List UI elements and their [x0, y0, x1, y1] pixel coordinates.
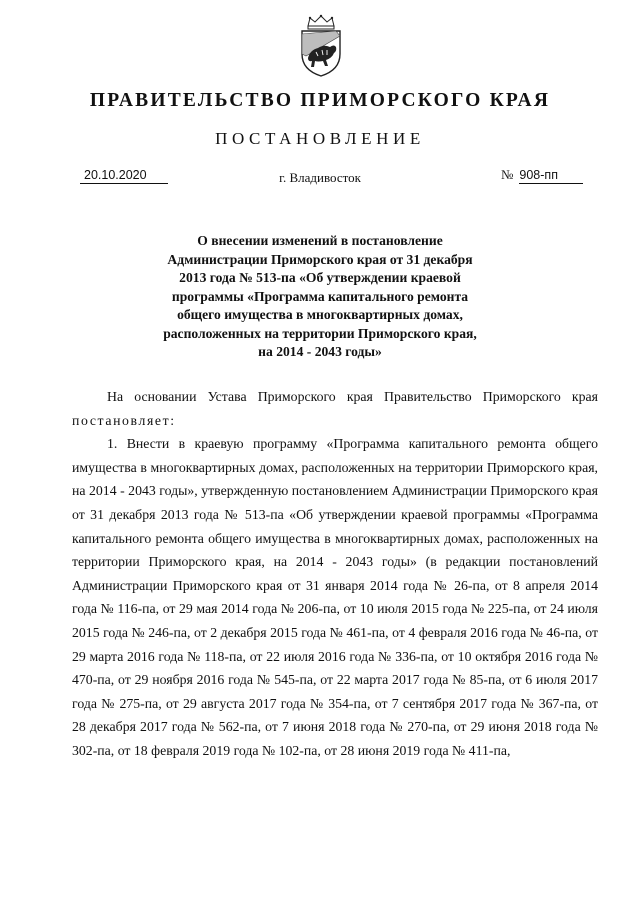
document-heading	[110, 232, 530, 362]
heading-line: О внесении изменений в постановление	[197, 233, 443, 248]
government-title: ПРАВИТЕЛЬСТВО ПРИМОРСКОГО КРАЯ	[89, 90, 551, 111]
document-number: 908-пп	[519, 168, 583, 184]
number-sign: №	[501, 167, 514, 182]
intro-spaced-word: постановляет:	[72, 412, 176, 428]
document-number-block	[501, 167, 583, 184]
coat-of-arms-icon	[296, 14, 346, 78]
heading-line: на 2014 - 2043 годы»	[258, 344, 382, 359]
heading-line: общего имущества в многоквартирных домах,	[177, 307, 463, 322]
heading-line: программы «Программа капитального ремонта	[171, 288, 469, 304]
item-1-paragraph: 1. Внести в краевую программу «Программа капитального ремонта общего имущества в многоквартирных домах, расположенных на территории Приморского края, на 2014 - 2043 годы», утвержденную постановлением Администрации Приморского края от 31 декабря 2013 года № 513-па «Об утверждении краевой программы «Программа капитального ремонта общего имущества в многоквартирных домах, расположенных на территории Приморского края, на 2014 - 2043 годы» (в редакции постановлений Администрации Приморского края от 31 января 2014 года № 26-па, от 8 апреля 2014 года № 116-па, от 29 мая 2014 года № 206-па, от 10 июля 2015 года № 225-па, от 24 июля 2015 года № 246-па, от 2 декабря 2015 года № 461-па, от 4 февраля 2016 года № 46-па, от 29 марта 2016 года № 118-па, от 22 июля 2016 года № 336-па, от 10 октября 2016 года № 470-па, от 29 ноября 2016 года № 545-па, от 22 марта 2017 года № 85-па, от 6 июля 2017 года № 275-па, от 29 августа 2017 года № 354-па, от 7 сентября 2017 года № 367-па, от 28 декабря 2017 года № 562-па, от 7 июня 2018 года № 270-па, от 29 июня 2018 года № 302-па, от 18 февраля 2019 года № 102-па, от 28 июня 2019 года № 411-па,	[72, 436, 598, 758]
intro-paragraph	[72, 385, 598, 432]
document-date: 20.10.2020	[80, 168, 168, 184]
intro-text: На основании Устава Приморского края Правительство Приморского края	[107, 389, 598, 404]
document-body	[72, 385, 598, 763]
document-city: г. Владивосток	[279, 170, 361, 185]
heading-line: 2013 года № 513-па «Об утверждении краевой	[179, 270, 461, 285]
heading-line: Администрации Приморского края от 31 декабря	[167, 251, 473, 267]
heading-line: расположенных на территории Приморского края,	[163, 325, 477, 341]
document-type: ПОСТАНОВЛЕНИЕ	[215, 129, 425, 148]
